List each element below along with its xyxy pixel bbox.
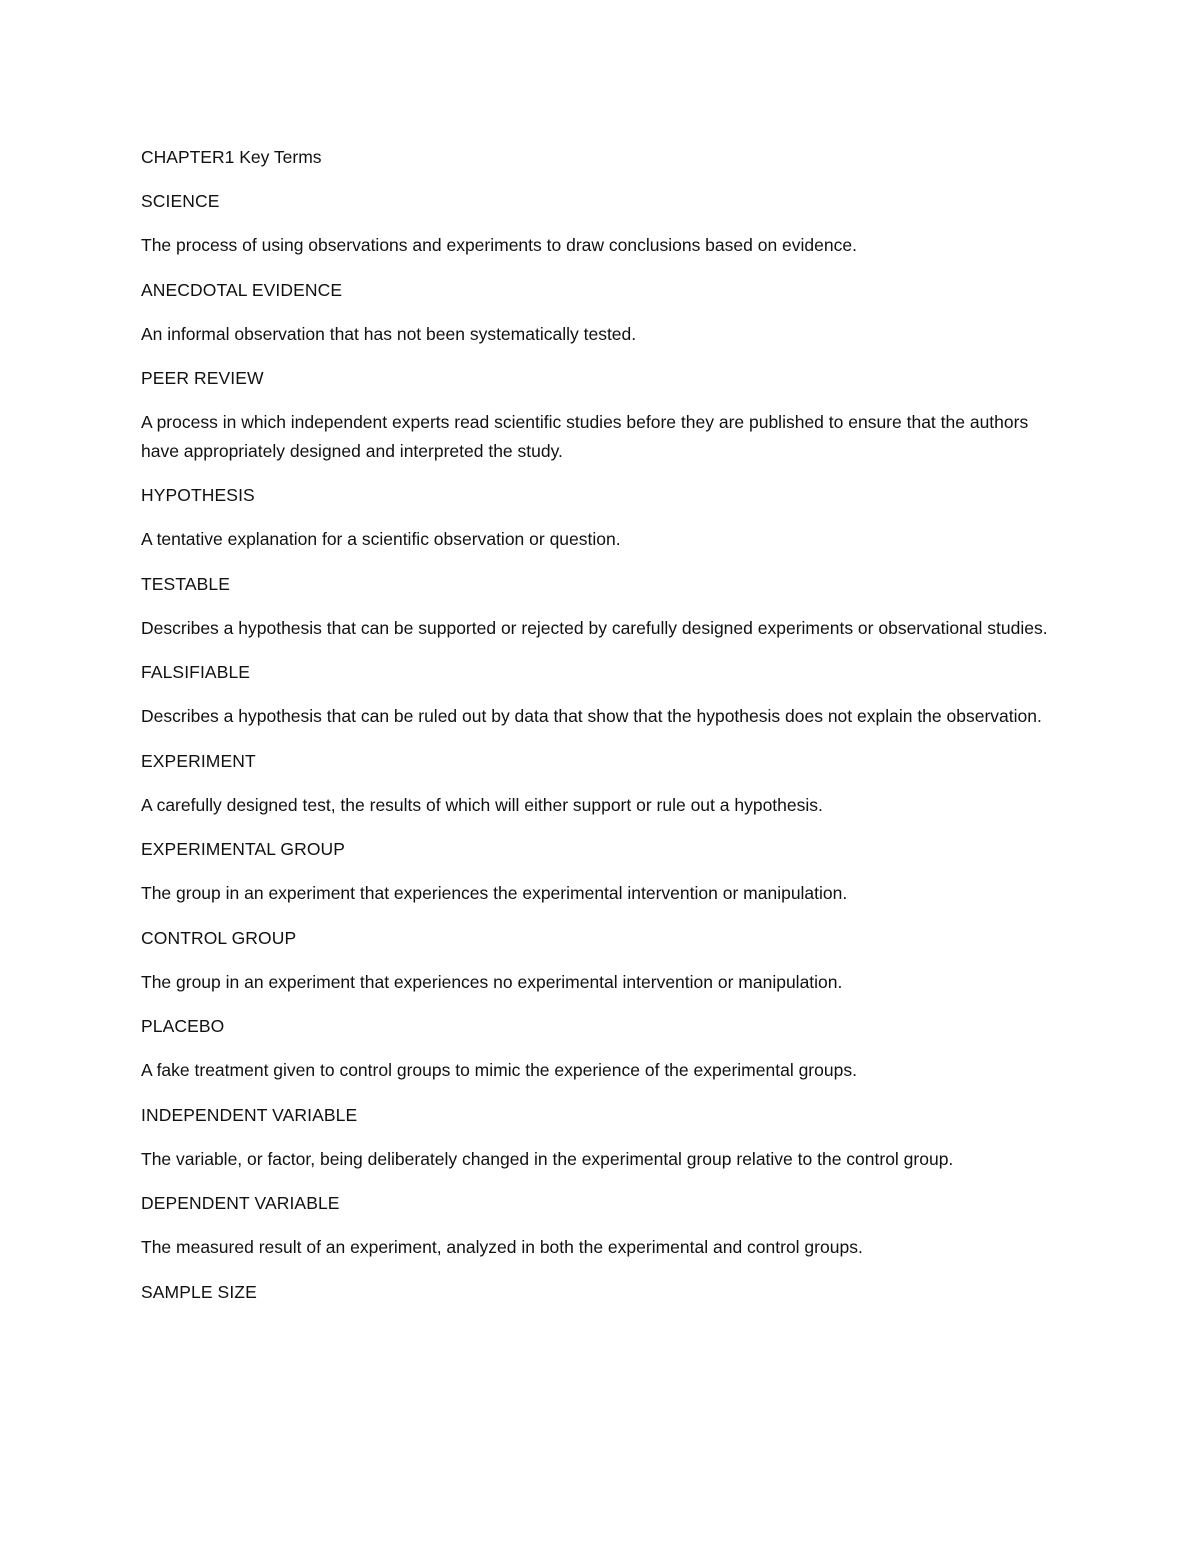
term-entry [141,1189,1061,1262]
term-entry [141,658,1061,731]
term-label: SAMPLE SIZE [141,1281,257,1302]
term-entry [141,835,1061,908]
term-entry [141,1012,1061,1085]
term-label: DEPENDENT VARIABLE [141,1193,340,1213]
term-definition: A process in which independent experts read scientific studies before they are published to ensure that the authors have appropriately designed and interpreted the study. [141,412,1029,461]
term-entry [141,276,1061,349]
term-label: PEER REVIEW [141,368,264,388]
term-definition: A fake treatment given to control groups to mimic the experience of the experimental groups. [141,1060,857,1080]
term-definition: An informal observation that has not been systematically tested. [141,323,637,344]
term-definition: A carefully designed test, the results of which will either support or rule out a hypothesis. [141,794,823,815]
term-entry [141,570,1061,643]
term-entry [141,364,1061,465]
term-entry [141,1278,1061,1306]
term-label: PLACEBO [141,1016,225,1036]
term-definition: The group in an experiment that experiences the experimental intervention or manipulation. [141,883,848,903]
term-definition: A tentative explanation for a scientific observation or question. [141,529,621,549]
term-label: EXPERIMENT [141,750,256,771]
term-definition: The variable, or factor, being deliberately changed in the experimental group relative to the control group. [141,1148,954,1169]
term-entry [141,1101,1061,1174]
term-entry [141,187,1061,260]
term-entry [141,747,1061,820]
term-definition: The measured result of an experiment, analyzed in both the experimental and control groups. [141,1237,863,1257]
term-label: INDEPENDENT VARIABLE [141,1104,358,1125]
term-label: HYPOTHESIS [141,485,255,505]
term-definition: Describes a hypothesis that can be supported or rejected by carefully designed experiments or observational studies. [141,617,1048,638]
term-entry [141,924,1061,997]
term-label: TESTABLE [141,573,230,594]
term-definition: The group in an experiment that experiences no experimental intervention or manipulation. [141,971,843,992]
term-label: FALSIFIABLE [141,662,251,682]
document-body [141,143,1061,1322]
term-definition: Describes a hypothesis that can be ruled out by data that show that the hypothesis does not explain the observation. [141,706,1042,726]
document-title: CHAPTER1 Key Terms [141,147,322,167]
term-entry [141,481,1061,554]
term-label: CONTROL GROUP [141,927,297,948]
term-label: SCIENCE [141,191,220,211]
term-label: EXPERIMENTAL GROUP [141,839,346,859]
term-label: ANECDOTAL EVIDENCE [141,279,343,300]
term-definition: The process of using observations and experiments to draw conclusions based on evidence. [141,235,857,255]
